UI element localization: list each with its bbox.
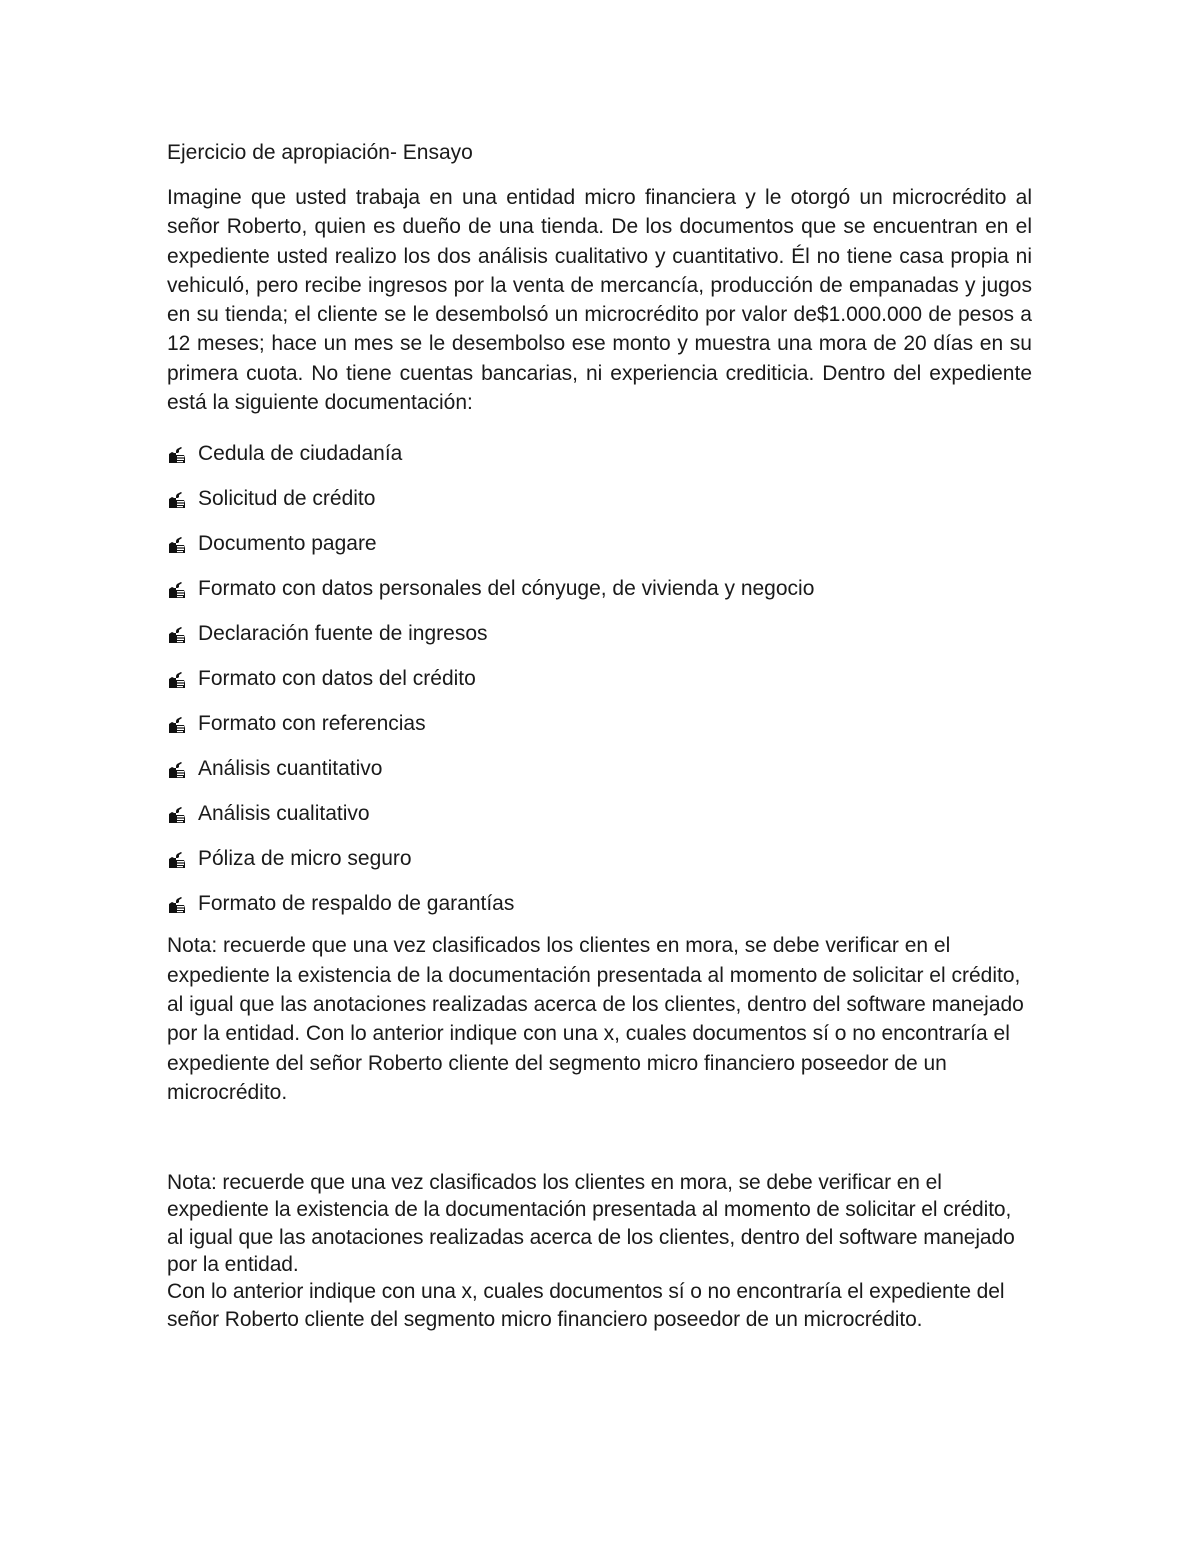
note-repeat-part-1: Nota: recuerde que una vez clasificados los clientes en mora, se debe verificar en el expediente la existencia de la documentación presentada al momento de solicitar el crédito, al igual que las anotaciones realizadas acerca de los clientes, dentro del software manejado por la entidad. <box>167 1171 1015 1277</box>
pointing-hand-icon <box>167 671 189 689</box>
note-repeat-part-2: Con lo anterior indique con una x, cuales documentos sí o no encontraría el expediente del señor Roberto cliente del segmento micro financiero poseedor de un microcrédito. <box>167 1280 1005 1331</box>
pointing-hand-icon <box>167 491 189 509</box>
pointing-hand-icon <box>167 806 189 824</box>
list-item-label: Documento pagare <box>198 532 377 556</box>
list-item <box>167 611 1032 656</box>
list-item-label: Cedula de ciudadanía <box>198 442 403 466</box>
list-item-label: Póliza de micro seguro <box>198 847 412 871</box>
pointing-hand-icon <box>167 851 189 869</box>
list-item <box>167 791 1032 836</box>
list-item-label: Formato con datos del crédito <box>198 667 476 691</box>
document-title: Ejercicio de apropiación- Ensayo <box>167 141 473 164</box>
pointing-hand-icon <box>167 626 189 644</box>
list-item <box>167 836 1032 881</box>
documentation-list <box>167 431 1032 926</box>
pointing-hand-icon <box>167 761 189 779</box>
list-item <box>167 521 1032 566</box>
list-item <box>167 746 1032 791</box>
list-item-label: Solicitud de crédito <box>198 487 376 511</box>
pointing-hand-icon <box>167 536 189 554</box>
list-item-label: Formato con referencias <box>198 712 426 736</box>
list-item <box>167 881 1032 926</box>
pointing-hand-icon <box>167 896 189 914</box>
pointing-hand-icon <box>167 446 189 464</box>
list-item <box>167 701 1032 746</box>
list-item-label: Formato de respaldo de garantías <box>198 892 515 916</box>
list-item-label: Formato con datos personales del cónyuge, de vivienda y negocio <box>198 577 815 601</box>
note-paragraph-repeat <box>167 1169 1032 1333</box>
note-paragraph: Nota: recuerde que una vez clasificados los clientes en mora, se debe verificar en el expediente la existencia de la documentación presentada al momento de solicitar el crédito, al igual que las anotaciones realizadas acerca de los clientes, dentro del software manejado por la entidad. Con lo anterior indique con una x, cuales documentos sí o no encontraría el expediente del señor Roberto cliente del segmento micro financiero poseedor de un microcrédito. <box>167 934 1024 1104</box>
pointing-hand-icon <box>167 716 189 734</box>
list-item-label: Declaración fuente de ingresos <box>198 622 488 646</box>
list-item <box>167 656 1032 701</box>
intro-paragraph: Imagine que usted trabaja en una entidad micro financiera y le otorgó un microcrédito al señor Roberto, quien es dueño de una tienda. De los documentos que se encuentran en el expediente usted realizo los dos análisis cualitativo y cuantitativo. Él no tiene casa propia ni vehiculó, pero recibe ingresos por la venta de mercancía, producción de empanadas y jugos en su tienda; el cliente se le desembolsó un microcrédito por valor de$1.000.000 de pesos a 12 meses; hace un mes se le desembolso ese monto y muestra una mora de 20 días en su primera cuota. No tiene cuentas bancarias, ni experiencia crediticia. Dentro del expediente está la siguiente documentación: <box>167 186 1032 415</box>
pointing-hand-icon <box>167 581 189 599</box>
list-item-label: Análisis cualitativo <box>198 802 370 826</box>
list-item-label: Análisis cuantitativo <box>198 757 383 781</box>
list-item <box>167 566 1032 611</box>
list-item <box>167 431 1032 476</box>
document-page <box>167 138 1032 1333</box>
list-item <box>167 476 1032 521</box>
